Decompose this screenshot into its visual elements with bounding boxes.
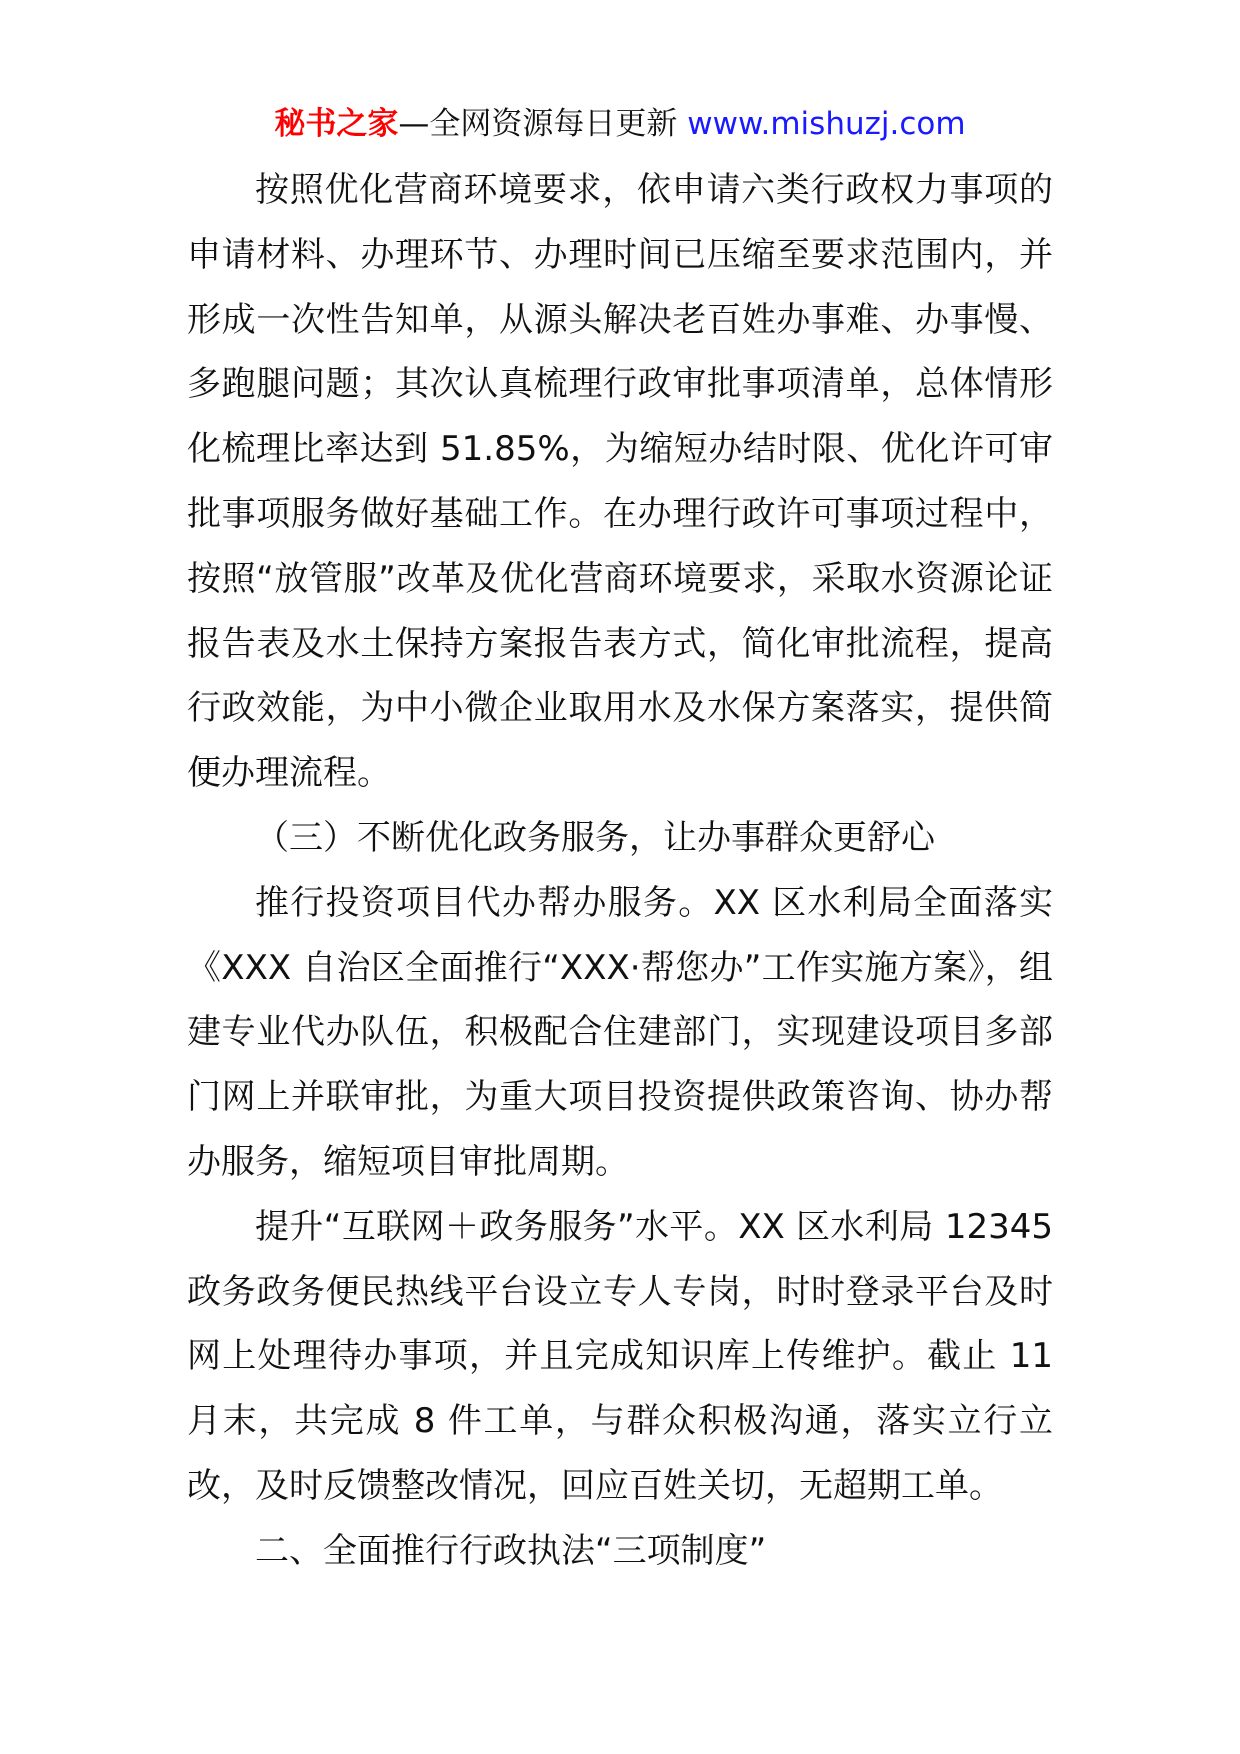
paragraph-internet-government-service: 提升“互联网＋政务服务”水平。XX 区水利局 12345 政务政务便民热线平台设立专人专岗，时时登录平台及时网上处理待办事项，并且完成知识库上传维护。截止 11 月末，共完成 8 件工单，与群众积极沟通，落实立行立改，及时反馈整改情况，回应百姓关切，无超期工单。 (187, 1206, 1053, 1506)
header-tagline: —全网资源每日更新 (398, 106, 678, 142)
section-heading-government-service: （三）不断优化政务服务，让办事群众更舒心 (255, 817, 935, 858)
section-heading-three-systems: 二、全面推行行政执法“三项制度” (255, 1530, 767, 1571)
site-header (0, 100, 1240, 148)
paragraph-investment-agency-service: 推行投资项目代办帮办服务。XX 区水利局全面落实《XXX 自治区全面推行“XXX·帮您办”工作实施方案》，组建专业代办队伍，积极配合住建部门，实现建设项目多部门网上并联审批，为重大项目投资提供政策咨询、协办帮办服务，缩短项目审批周期。 (187, 882, 1053, 1182)
site-url-link[interactable]: www.mishuzj.com (687, 106, 966, 142)
document-body (187, 158, 1053, 1584)
brand-name: 秘书之家 (274, 106, 399, 142)
paragraph-business-environment: 按照优化营商环境要求，依申请六类行政权力事项的申请材料、办理环节、办理时间已压缩至要求范围内，并形成一次性告知单，从源头解决老百姓办事难、办事慢、多跑腿问题；其次认真梳理行政审批事项清单，总体情形化梳理比率达到 51.85%，为缩短办结时限、优化许可审批事项服务做好基础工作。在办理行政许可事项过程中，按照“放管服”改革及优化营商环境要求，采取水资源论证报告表及水土保持方案报告表方式，简化审批流程，提高行政效能，为中小微企业取用水及水保方案落实，提供简便办理流程。 (187, 170, 1053, 794)
